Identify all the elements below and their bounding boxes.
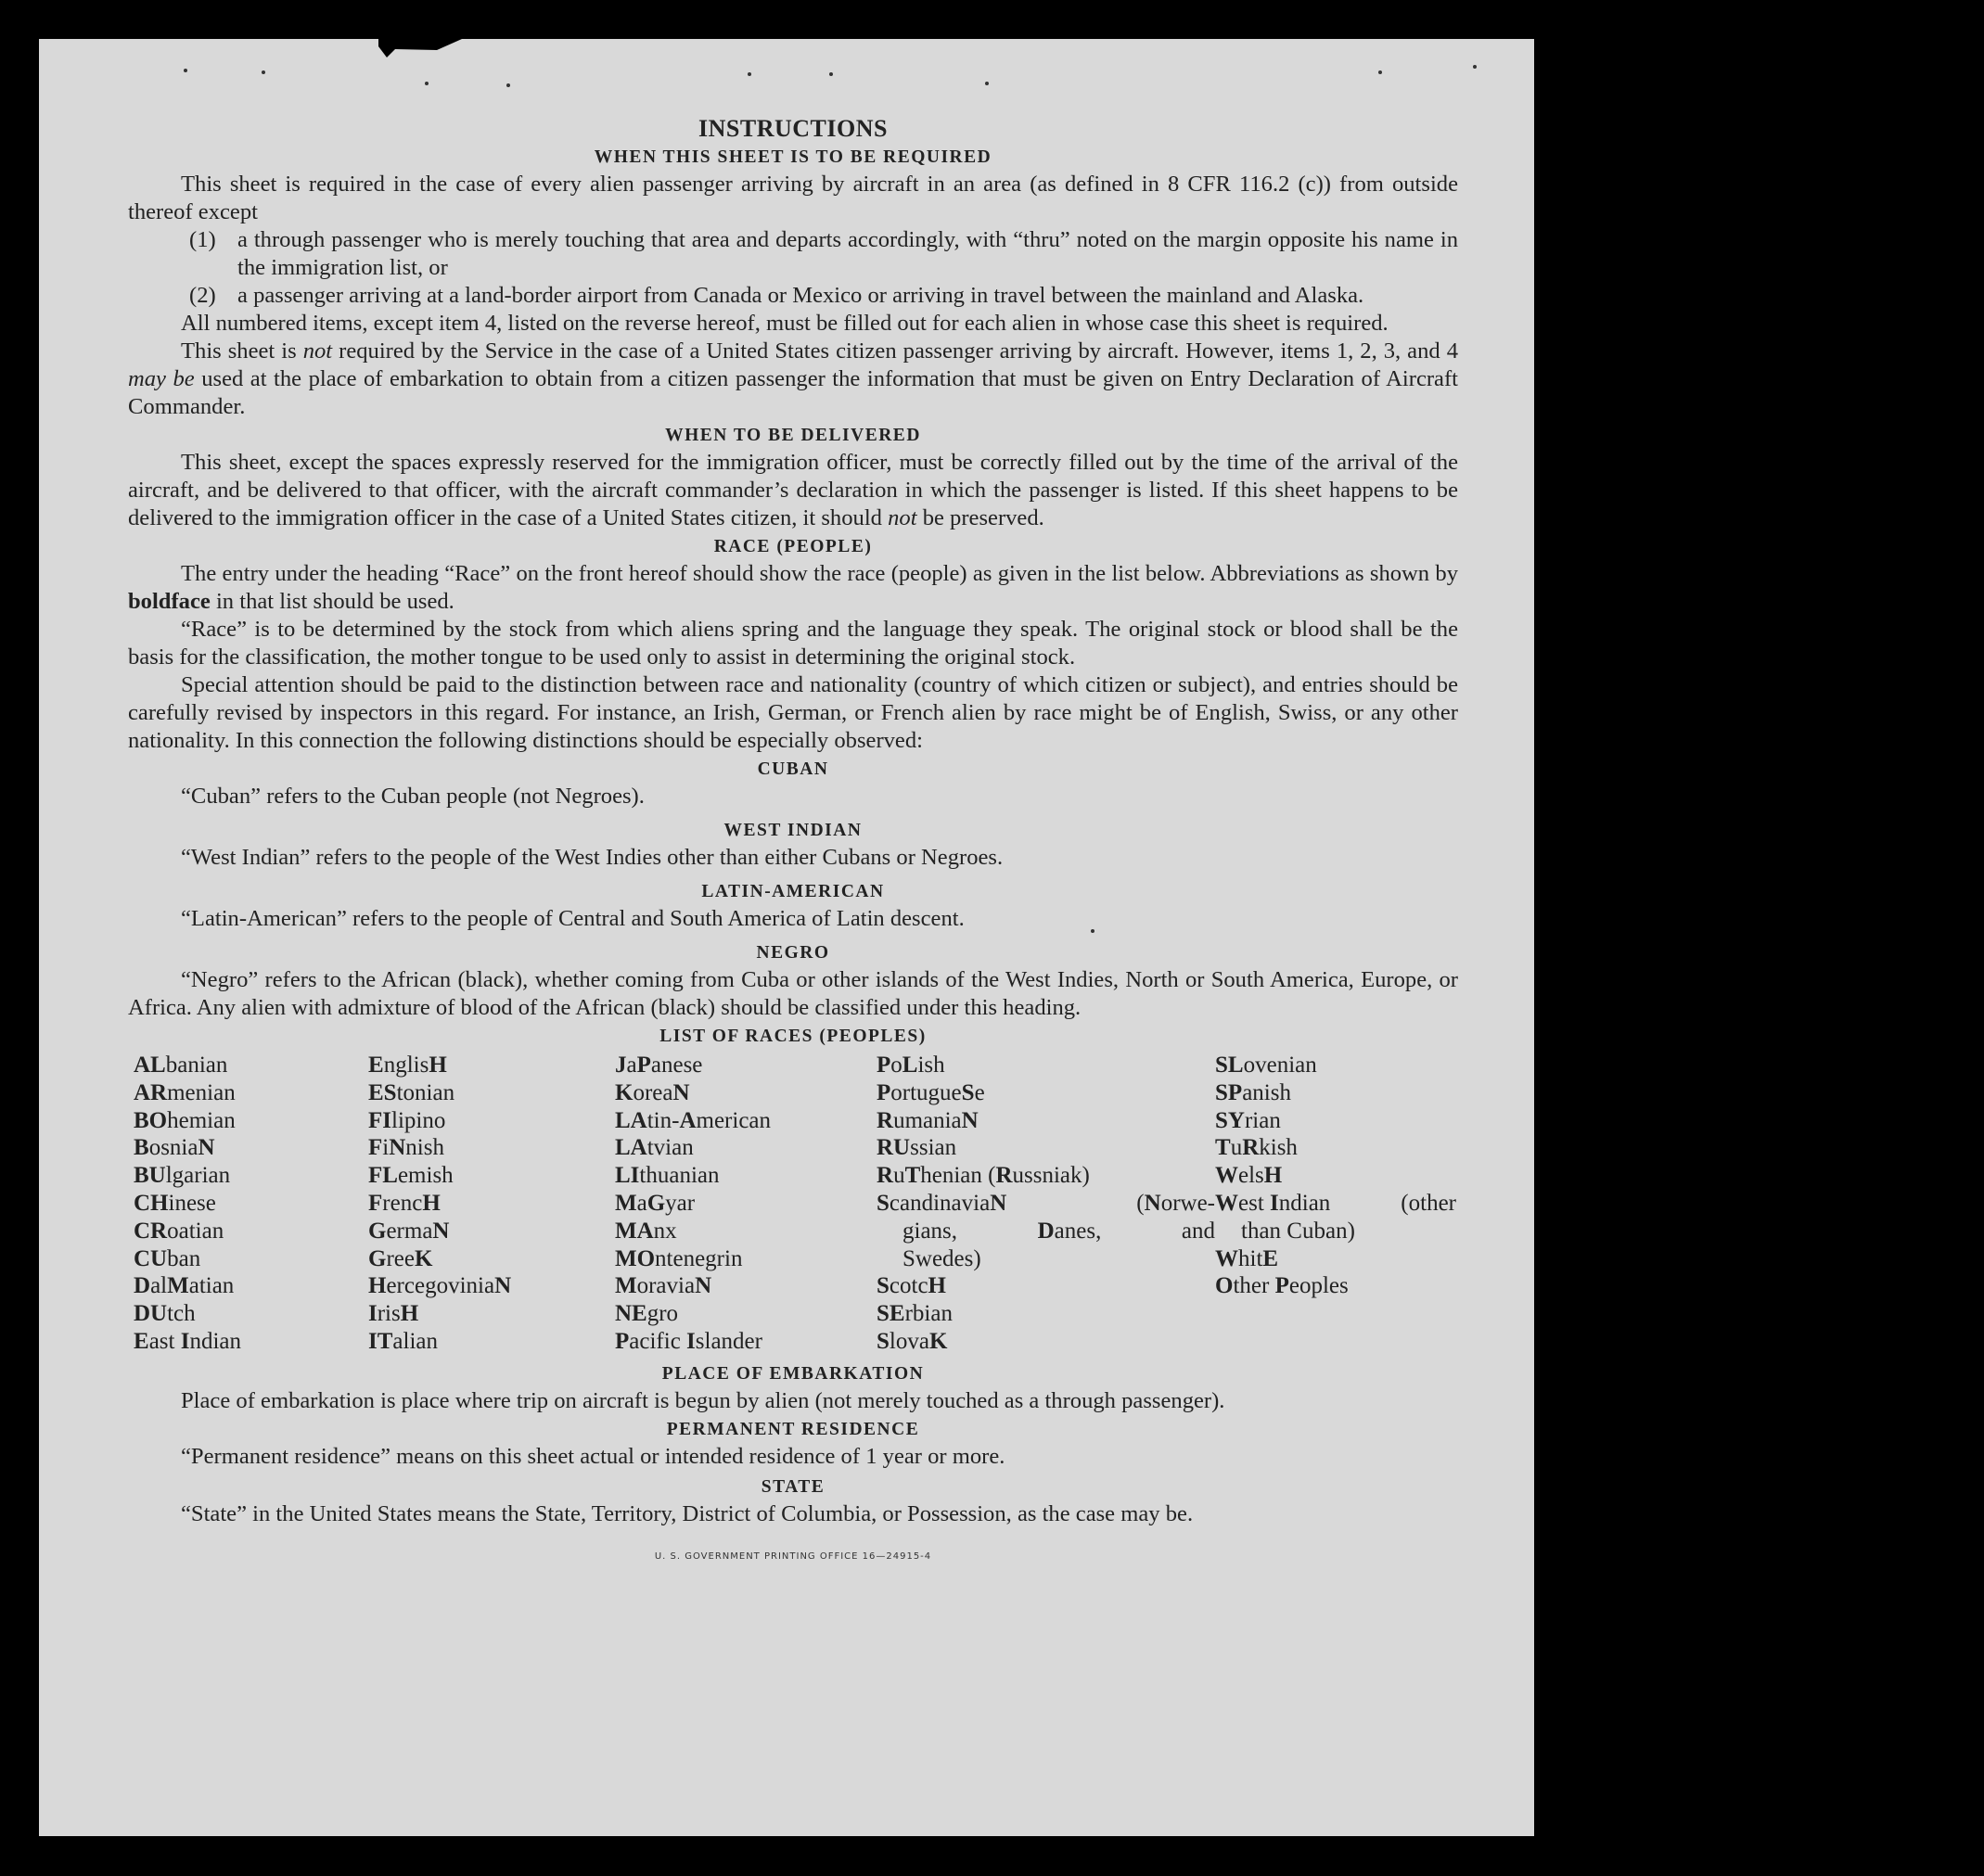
races-column-2: [368, 1052, 615, 1356]
negro-text: “Negro” refers to the African (black), whether coming from Cuba or other islands of the West Indies, North or South America, Europe, or Africa. Any alien with admixture of blood of the African (black) should be classified under this heading.: [128, 967, 1458, 1020]
races-column-1: [134, 1052, 368, 1356]
race-list-item: LAtin-American: [615, 1107, 772, 1133]
race-list-item: CHinese: [134, 1190, 216, 1216]
exception-2-number: (2): [189, 283, 216, 308]
state-text: “State” in the United States means the State, Territory, District of Columbia, or Possession, as the case may be.: [181, 1500, 1194, 1526]
race-list-item: FrencH: [368, 1190, 441, 1216]
race-list-item: MaGyar: [615, 1190, 696, 1216]
exception-1-text: a through passenger who is merely touching that area and departs accordingly, with “thru” noted on the margin opposite his name in the immigration list, or: [237, 227, 1458, 280]
race-list-item: GreeK: [368, 1245, 433, 1271]
race-list-item: TuRkish: [1215, 1135, 1298, 1161]
race-list-item: ScandinaviaN: [877, 1190, 1007, 1216]
races-list: [128, 1052, 1458, 1356]
races-column-4: [877, 1052, 1215, 1356]
race-list-item: MOntenegrin: [615, 1245, 743, 1271]
race-scandinavian-line-2: [877, 1218, 1215, 1245]
latin-american-text: “Latin-American” refers to the people of Central and South America of Latin descent.: [181, 906, 965, 931]
race-scandinavian-line-1: [877, 1190, 1215, 1218]
heading-negro: NEGRO: [756, 943, 830, 963]
embarkation-text: Place of embarkation is place where trip on aircraft is begun by alien (not merely touched as a through passenger).: [181, 1387, 1225, 1413]
race-list-item: PortugueSe: [877, 1079, 985, 1105]
numbered-items-paragraph: All numbered items, except item 4, listed on the reverse hereof, must be filled out for each alien in whose case this sheet is required.: [181, 311, 1389, 336]
delivered-text-2: be preserved.: [916, 505, 1044, 530]
race-list-item: EStonian: [368, 1079, 455, 1105]
race-list-item: (Norwe-: [1136, 1190, 1215, 1216]
races-column-3: [615, 1052, 877, 1356]
race-list-item: MoraviaN: [615, 1273, 712, 1299]
race-list-item: Other Peoples: [1215, 1273, 1349, 1299]
race-list-item: ITalian: [368, 1328, 438, 1354]
race-list-item: (other: [1401, 1190, 1456, 1216]
race-list-item: ScotcH: [877, 1273, 946, 1299]
race-list-item: WelsH: [1215, 1163, 1283, 1189]
race-list-item: RumaniaN: [877, 1107, 979, 1133]
race-list-item: gians,: [902, 1218, 958, 1244]
race-list-item: PoLish: [877, 1053, 945, 1078]
race-list-item: RuThenian (Russniak): [877, 1163, 1090, 1189]
heading-embarkation: PLACE OF EMBARKATION: [661, 1363, 925, 1384]
west-indian-text: “West Indian” refers to the people of the West Indies other than either Cubans or Negroes.: [181, 845, 1004, 870]
races-column-5-bottom: [1215, 1245, 1456, 1301]
exception-1: [189, 226, 1458, 282]
race-list-item: BosniaN: [134, 1135, 215, 1161]
heading-when-delivered: WHEN TO BE DELIVERED: [665, 426, 921, 445]
race-paragraph-2: “Race” is to be determined by the stock from which aliens spring and the language they speak. The original stock or blood shall be the basis for the classification, the mother tongue to be used only to assist in determining the original stock.: [128, 617, 1458, 670]
race-list-item: FiNnish: [368, 1135, 444, 1161]
race-list-item: SlovaK: [877, 1328, 948, 1354]
race-list-item: SErbian: [877, 1301, 953, 1327]
exception-2: [189, 282, 1458, 310]
race-list-item: GermaN: [368, 1218, 450, 1244]
exception-2-text: a passenger arriving at a land-border airport from Canada or Mexico or arriving in travel between the mainland and Alaska.: [237, 283, 1364, 308]
race-list-item: DalMatian: [134, 1273, 235, 1299]
race-list-item: FIlipino: [368, 1107, 446, 1133]
race-list-item: WhitE: [1215, 1245, 1279, 1271]
race-list-item: and: [1181, 1218, 1215, 1244]
race-list-item: SPanish: [1215, 1079, 1291, 1105]
heading-when-required: WHEN THIS SHEET IS TO BE REQUIRED: [594, 147, 992, 167]
race-scandinavian-line-3: Swedes): [902, 1245, 981, 1271]
heading-race: RACE (PEOPLE): [713, 537, 873, 556]
race-list-item: ALbanian: [134, 1053, 228, 1078]
exception-1-number: (1): [189, 227, 216, 252]
race-text-1: The entry under the heading “Race” on the front hereof should show the race (people) as given in the list below. Abbreviations as shown by: [181, 561, 1458, 586]
races-column-4-top: [877, 1052, 1215, 1190]
race-list-item: SYrian: [1215, 1107, 1281, 1133]
race-list-item: LIthuanian: [615, 1163, 720, 1189]
citizen-emphasis-not: not: [302, 338, 333, 364]
race-list-item: BUlgarian: [134, 1163, 231, 1189]
heading-state: STATE: [761, 1476, 826, 1497]
delivered-text-1: This sheet, except the spaces expressly reserved for the immigration officer, must be correctly filled out by the time of the arrival of the aircraft, and be delivered to that officer, with the aircraft commander’s declaration in which the passenger is listed. If this sheet happens to be delivered to the immigration officer in the case of a United States citizen, it should: [128, 450, 1458, 530]
race-west-indian-line-2: than Cuban): [1241, 1218, 1355, 1244]
race-list-item: KoreaN: [615, 1079, 690, 1105]
race-list-item: EnglisH: [368, 1053, 447, 1078]
when-delivered-paragraph: [128, 449, 1458, 532]
race-bold-word: boldface: [128, 589, 211, 614]
race-list-item: MAnx: [615, 1218, 677, 1244]
race-list-item: NEgro: [615, 1301, 679, 1327]
race-list-item: Pacific Islander: [615, 1328, 762, 1354]
races-column-4-bottom: [877, 1272, 1215, 1355]
heading-permanent-residence: PERMANENT RESIDENCE: [666, 1419, 920, 1439]
race-list-item: DUtch: [134, 1301, 196, 1327]
when-required-intro: This sheet is required in the case of every alien passenger arriving by aircraft in an area (as defined in 8 CFR 116.2 (c)) from outside thereof except: [128, 172, 1458, 224]
race-list-item: BOhemian: [134, 1107, 236, 1133]
races-column-5: [1215, 1052, 1456, 1356]
race-list-item: West Indian: [1215, 1190, 1331, 1216]
race-west-indian-line-1: [1215, 1190, 1456, 1218]
race-list-item: RUssian: [877, 1135, 957, 1161]
citizen-text-1: This sheet is: [181, 338, 303, 364]
race-list-item: Danes,: [1037, 1218, 1102, 1244]
race-list-item: SLovenian: [1215, 1053, 1317, 1078]
cuban-text: “Cuban” refers to the Cuban people (not Negroes).: [181, 784, 645, 809]
citizen-paragraph: [128, 338, 1458, 421]
race-paragraph-1: [128, 560, 1458, 616]
race-paragraph-3: Special attention should be paid to the distinction between race and nationality (country of which citizen or subject), and entries should be carefully revised by inspectors in this regard. For instance, an Irish, German, or French alien by race might be of English, Swiss, or any other nationality. In this connection the following distinctions should be especially observed:: [128, 672, 1458, 753]
race-list-item: ARmenian: [134, 1079, 236, 1105]
instruction-sheet: [39, 39, 1534, 1836]
race-list-item: HercegoviniaN: [368, 1273, 512, 1299]
printing-office-footer: U. S. GOVERNMENT PRINTING OFFICE 16—24915-4: [654, 1551, 932, 1562]
citizen-emphasis-may-be: may be: [128, 366, 195, 391]
race-text-2: in that list should be used.: [210, 589, 454, 614]
delivered-emphasis-not: not: [888, 505, 917, 530]
heading-west-indian: WEST INDIAN: [723, 821, 863, 840]
torn-corner: [378, 39, 462, 57]
race-list-item: JaPanese: [615, 1053, 703, 1078]
race-list-item: LAtvian: [615, 1135, 694, 1161]
heading-cuban: CUBAN: [757, 759, 829, 779]
citizen-text-2: required by the Service in the case of a United States citizen passenger arriving by aircraft. However, items 1, 2, 3, and 4: [332, 338, 1458, 364]
race-list-item: IrisH: [368, 1301, 419, 1327]
permanent-residence-text: “Permanent residence” means on this sheet actual or intended residence of 1 year or more.: [181, 1443, 1005, 1469]
race-list-item: East Indian: [134, 1328, 241, 1354]
race-list-item: FLemish: [368, 1163, 454, 1189]
races-column-5-top: [1215, 1052, 1456, 1190]
page-title: INSTRUCTIONS: [698, 115, 888, 142]
race-list-item: CUban: [134, 1245, 201, 1271]
citizen-text-3: used at the place of embarkation to obtain from a citizen passenger the information that must be given on Entry Declaration of Aircraft Commander.: [128, 366, 1458, 419]
heading-list-of-races: LIST OF RACES (PEOPLES): [659, 1027, 927, 1046]
race-list-item: CRoatian: [134, 1218, 224, 1244]
heading-latin-american: LATIN-AMERICAN: [701, 882, 885, 901]
